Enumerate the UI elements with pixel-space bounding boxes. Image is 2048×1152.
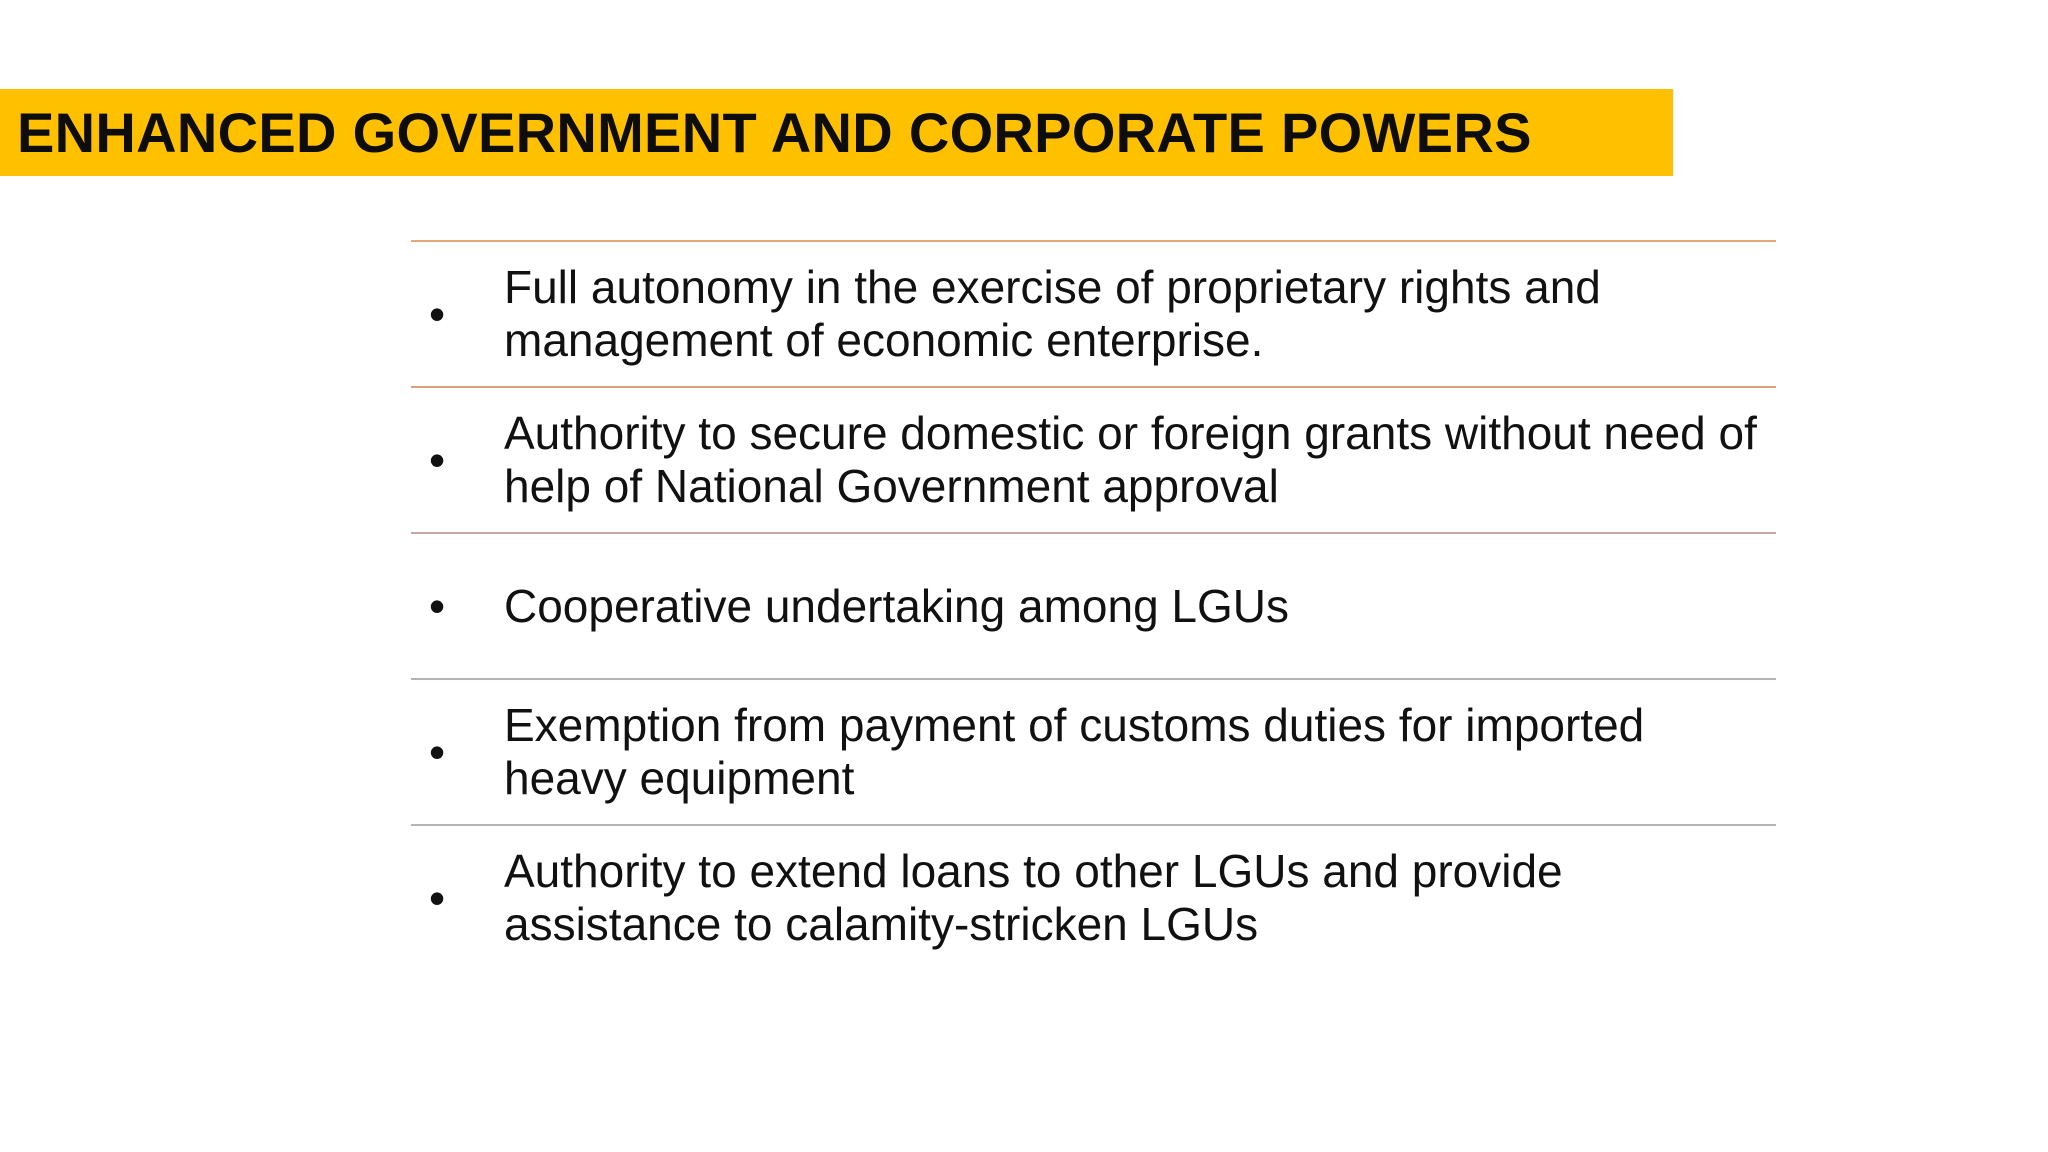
bullet-text: Authority to extend loans to other LGUs and provide assistance to calamity-stricken LGUs: [504, 845, 1563, 950]
bullet-marker: •: [429, 726, 446, 778]
bullet-list: [411, 240, 1776, 970]
bullet-marker: •: [429, 434, 446, 486]
slide-title: ENHANCED GOVERNMENT AND CORPORATE POWERS: [17, 100, 1532, 164]
bullet-text: Exemption from payment of customs duties for imported heavy equipment: [504, 699, 1645, 804]
bullet-item: [411, 678, 1776, 824]
bullet-marker: •: [429, 288, 446, 340]
bullet-text: Cooperative undertaking among LGUs: [504, 579, 1290, 632]
bullet-text: Authority to secure domestic or foreign grants without need of help of National Government approval: [504, 407, 1757, 512]
bullet-marker: •: [429, 872, 446, 924]
bullet-text: Full autonomy in the exercise of proprietary rights and management of economic enterprise.: [504, 261, 1601, 366]
bullet-item: [411, 824, 1776, 970]
bullet-marker: •: [429, 580, 446, 632]
bullet-item: [411, 532, 1776, 678]
title-banner: [0, 89, 1673, 176]
bullet-item: [411, 386, 1776, 532]
bullet-item: [411, 240, 1776, 386]
